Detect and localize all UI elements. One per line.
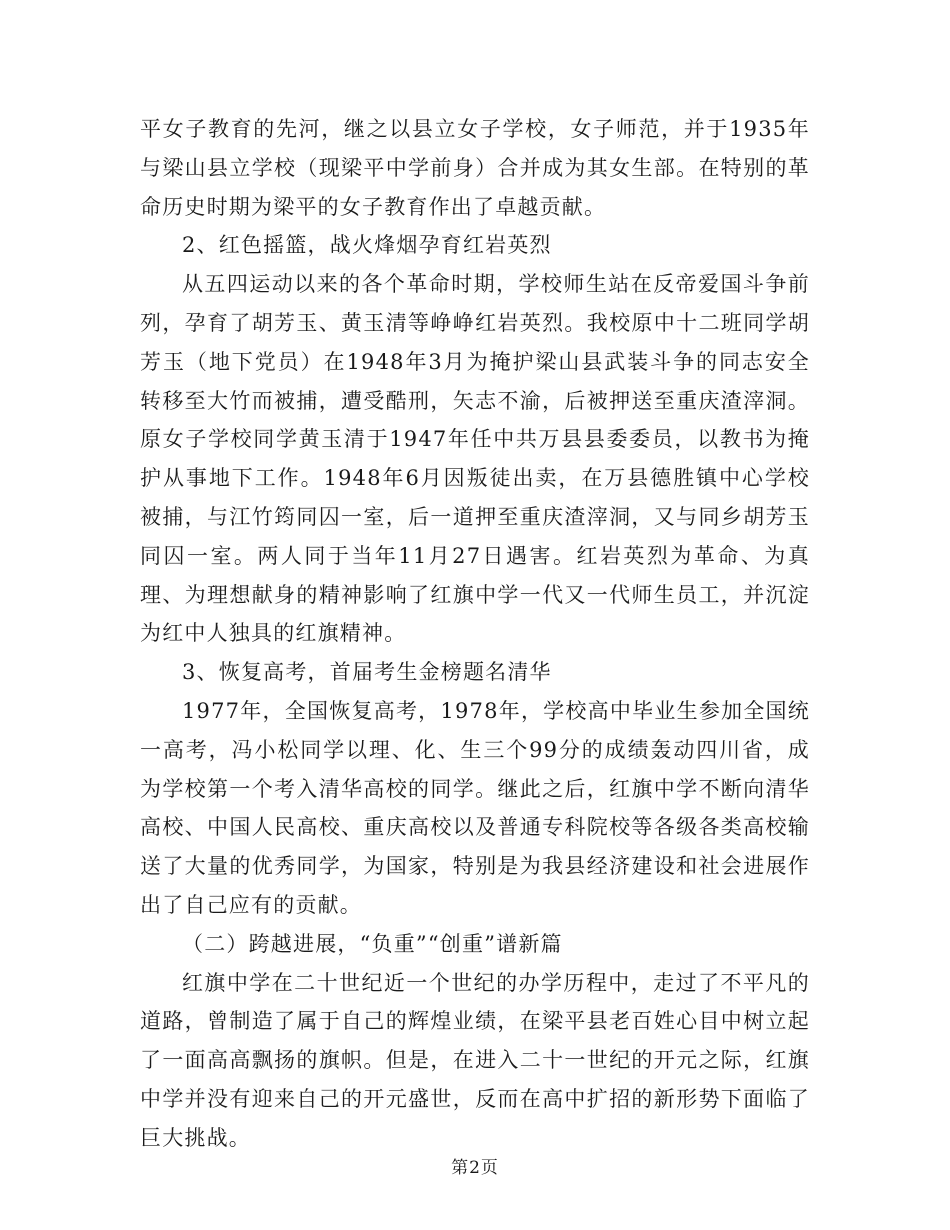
- paragraph-leap-development: 红旗中学在二十世纪近一个世纪的办学历程中，走过了不平凡的道路，曾制造了属于自己的辉煌业绩，在梁平县老百姓心目中树立起了一面高高飘扬的旗帜。但是，在进入二十一世纪的开元之际，红旗中学并没有迎来自己的开元盛世，反而在高中扩招的新形势下面临了巨大挑战。: [140, 970, 810, 1150]
- paragraph-college-exam: 1977年，全国恢复高考，1978年，学校高中毕业生参加全国统一高考，冯小松同学以理、化、生三个99分的成绩轰动四川省，成为学校第一个考入清华高校的同学。继此之后，红旗中学不断向清华高校、中国人民高校、重庆高校以及普通专科院校等各级各类高校输送了大量的优秀同学，为国家，特别是为我县经济建设和社会进展作出了自己应有的贡献。: [140, 698, 810, 917]
- section-heading-leap-development: （二）跨越进展，“负重”“创重”谱新篇: [182, 931, 563, 956]
- section-heading-red-cradle: 2、红色摇篮，战火烽烟孕育红岩英烈: [182, 233, 552, 258]
- document-page: [140, 110, 810, 1158]
- page-number: 第2页: [451, 1158, 499, 1178]
- section-heading-college-exam: 3、恢复高考，首届考生金榜题名清华: [182, 660, 552, 685]
- paragraph-red-cradle: 从五四运动以来的各个革命时期，学校师生站在反帝爱国斗争前列，孕育了胡芳玉、黄玉清等峥峥红岩英烈。我校原中十二班同学胡芳玉（地下党员）在1948年3月为掩护梁山县武装斗争的同志安全转移至大竹而被捕，遭受酷刑，矢志不渝，后被押送至重庆渣滓洞。原女子学校同学黄玉清于1947年任中共万县县委委员，以教书为掩护从事地下工作。1948年6月因叛徒出卖，在万县德胜镇中心学校被捕，与江竹筠同囚一室，后一道押至重庆渣滓洞，又与同乡胡芳玉同囚一室。两人同于当年11月27日遇害。红岩英烈为革命、为真理、为理想献身的精神影响了红旗中学一代又一代师生员工，并沉淀为红中人独具的红旗精神。: [140, 272, 810, 646]
- paragraph-continuation: 平女子教育的先河，继之以县立女子学校，女子师范，并于1935年与梁山县立学校（现梁平中学前身）合并成为其女生部。在特别的革命历史时期为梁平的女子教育作出了卓越贡献。: [140, 117, 810, 219]
